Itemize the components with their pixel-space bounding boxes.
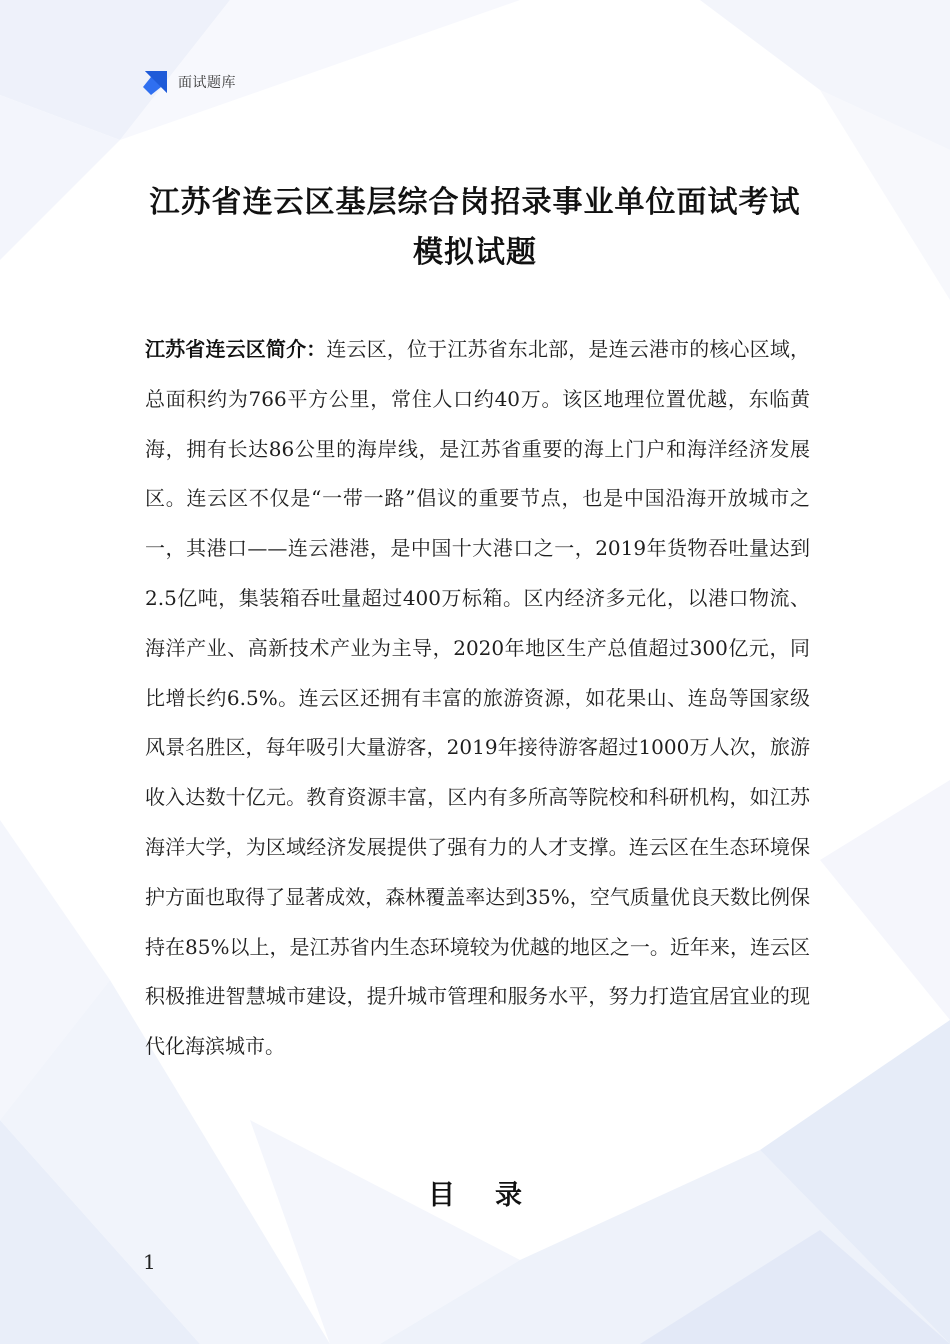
document-title: 江苏省连云区基层综合岗招录事业单位面试考试模拟试题 — [149, 185, 801, 270]
toc-heading: 目录 — [428, 1180, 562, 1211]
arrow-up-right-icon — [143, 69, 169, 95]
header — [143, 68, 236, 96]
page-number: 1 — [143, 1250, 156, 1274]
intro-body: 连云区，位于江苏省东北部，是连云港市的核心区域，总面积约为766平方公里，常住人口约40万。该区地理位置优越，东临黄海，拥有长达86公里的海岸线，是江苏省重要的海上门户和海洋经济发展区。连云区不仅是“一带一路”倡议的重要节点，也是中国沿海开放城市之一，其港口——连云港港，是中国十大港口之一，2019年货物吞吐量达到2.5亿吨，集装箱吞吐量超过400万标箱。区内经济多元化，以港口物流、海洋产业、高新技术产业为主导，2020年地区生产总值超过300亿元，同比增长约6.5%。连云区还拥有丰富的旅游资源，如花果山、连岛等国家级风景名胜区，每年吸引大量游客，2019年接待游客超过1000万人次，旅游收入达数十亿元。教育资源丰富，区内有多所高等院校和科研机构，如江苏海洋大学，为区域经济发展提供了强有力的人才支撑。连云区在生态环境保护方面也取得了显著成效，森林覆盖率达到35%，空气质量优良天数比例保持在85%以上，是江苏省内生态环境较为优越的地区之一。近年来，连云区积极推进智慧城市建设，提升城市管理和服务水平，努力打造宜居宜业的现代化海滨城市。 — [145, 337, 810, 1059]
brand-name: 面试题库 — [178, 75, 236, 91]
intro-paragraph — [145, 325, 810, 1072]
intro-label: 江苏省连云区简介： — [145, 337, 327, 361]
